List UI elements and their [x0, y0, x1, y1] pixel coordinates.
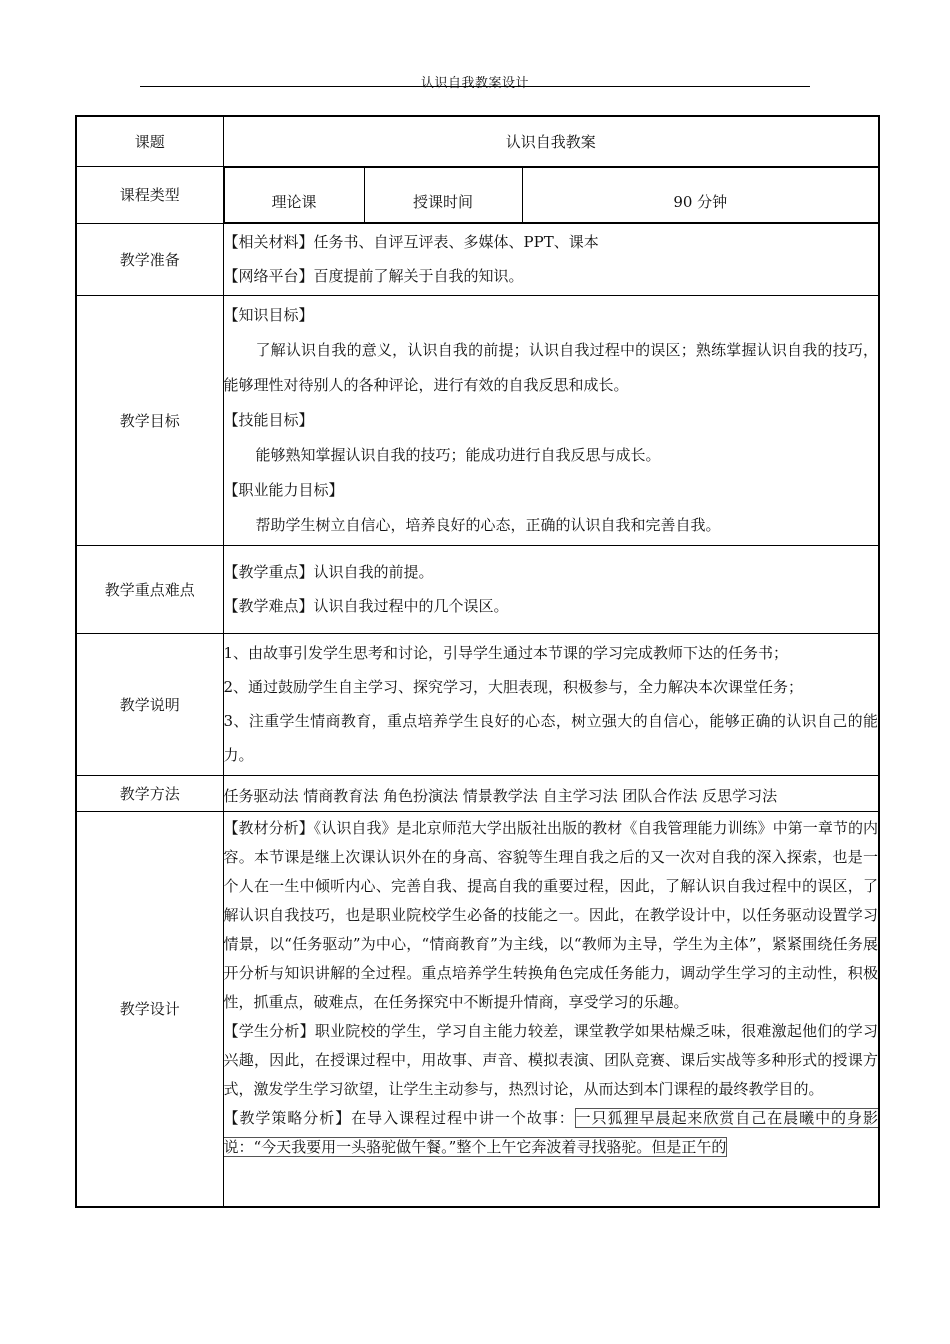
methods-list: 任务驱动法 情商教育法 角色扮演法 情景教学法 自主学习法 团队合作法 反思学习法: [223, 775, 879, 811]
row-preparation: [76, 223, 879, 295]
row-design: [76, 811, 879, 1207]
document-header-title: 认识自我教案设计: [420, 76, 529, 91]
strategy-analysis-intro: 【教学策略分析】在导入课程过程中讲一个故事：: [223, 1108, 575, 1127]
row-goals: [76, 295, 879, 545]
strategy-story-excerpt: 一只狐狸早晨起来欣赏自己在晨曦中的身影说：“今天我要用一头骆驼做午餐。”整个上午它奔波着寻找骆驼。但是正午的: [223, 1108, 878, 1156]
header-rule: [140, 86, 810, 87]
label-methods: 教学方法: [76, 775, 223, 811]
label-course-type: 课程类型: [76, 166, 223, 223]
row-notes: [76, 633, 879, 775]
student-analysis: 【学生分析】职业院校的学生，学习自主能力较差，课堂教学如果枯燥乏味，很难激起他们的学习兴趣，因此，在授课过程中，用故事、声音、模拟表演、团队竞赛、课后实战等多种形式的授课方式，激发学生学习欲望，让学生主动参与，热烈讨论，从而达到本门课程的最终教学目的。: [223, 1021, 878, 1098]
label-topic: 课题: [76, 116, 223, 166]
prep-materials: 【相关材料】任务书、自评互评表、多媒体、PPT、课本: [223, 233, 599, 251]
label-notes: 教学说明: [76, 633, 223, 775]
note-item-3: 3、注重学生情商教育，重点培养学生良好的心态，树立强大的自信心，能够正确的认识自己的能力。: [223, 712, 878, 764]
textbook-analysis: 【教材分析】《认识自我》是北京师范大学出版社出版的教材《自我管理能力训练》中第一章节的内容。本节课是继上次课认识外在的身高、容貌等生理自我之后的又一次对自我的深入探索，也是一个人在一生中倾听内心、完善自我、提高自我的重要过程，因此，了解认识自我过程中的误区，了解认识自我技巧，也是职业院校学生必备的技能之一。因此，在教学设计中，以任务驱动设置学习情景，以“任务驱动”为中心，“情商教育”为主线，以“教师为主导，学生为主体”，紧紧围绕任务展开分析与知识讲解的全过程。重点培养学生转换角色完成任务能力，调动学生学习的主动性，积极性，抓重点，破难点，在任务探究中不断提升情商，享受学习的乐趣。: [223, 818, 878, 1011]
value-teaching-time: 90 分钟: [522, 167, 878, 222]
prep-platform: 【网络平台】百度提前了解关于自我的知识。: [223, 267, 524, 285]
knowledge-goal-text: 了解认识自我的意义，认识自我的前提；认识自我过程中的误区；熟练掌握认识自我的技巧，能够理性对待别人的各种评论，进行有效的自我反思和成长。: [223, 340, 878, 394]
row-topic: [76, 116, 879, 166]
note-item-1: 1、由故事引发学生思考和讨论，引导学生通过本节课的学习完成教师下达的任务书；: [223, 644, 789, 662]
label-key-points: 教学重点难点: [76, 545, 223, 633]
key-point: 【教学重点】认识自我的前提。: [223, 563, 434, 581]
label-design: 教学设计: [76, 811, 223, 1207]
note-item-2: 2、通过鼓励学生自主学习、探究学习，大胆表现，积极参与，全力解决本次课堂任务；: [223, 678, 804, 696]
row-key-points: [76, 545, 879, 633]
career-goal-text: 帮助学生树立自信心，培养良好的心态，正确的认识自我和完善自我。: [255, 515, 721, 534]
row-course-type: [76, 166, 879, 223]
label-goals: 教学目标: [76, 295, 223, 545]
label-teaching-time: 授课时间: [364, 167, 522, 222]
knowledge-goal-title: 【知识目标】: [223, 305, 314, 324]
value-topic: 认识自我教案: [223, 116, 879, 166]
label-preparation: 教学准备: [76, 223, 223, 295]
difficult-point: 【教学难点】认识自我过程中的几个误区。: [223, 597, 509, 615]
career-goal-title: 【职业能力目标】: [223, 480, 344, 499]
skill-goal-text: 能够熟知掌握认识自我的技巧；能成功进行自我反思与成长。: [255, 445, 661, 464]
strategy-analysis: [224, 1104, 879, 1162]
row-methods: [76, 775, 879, 811]
lesson-plan-table: [75, 115, 880, 1208]
skill-goal-title: 【技能目标】: [223, 410, 314, 429]
value-course-type: 理论课: [224, 167, 364, 222]
